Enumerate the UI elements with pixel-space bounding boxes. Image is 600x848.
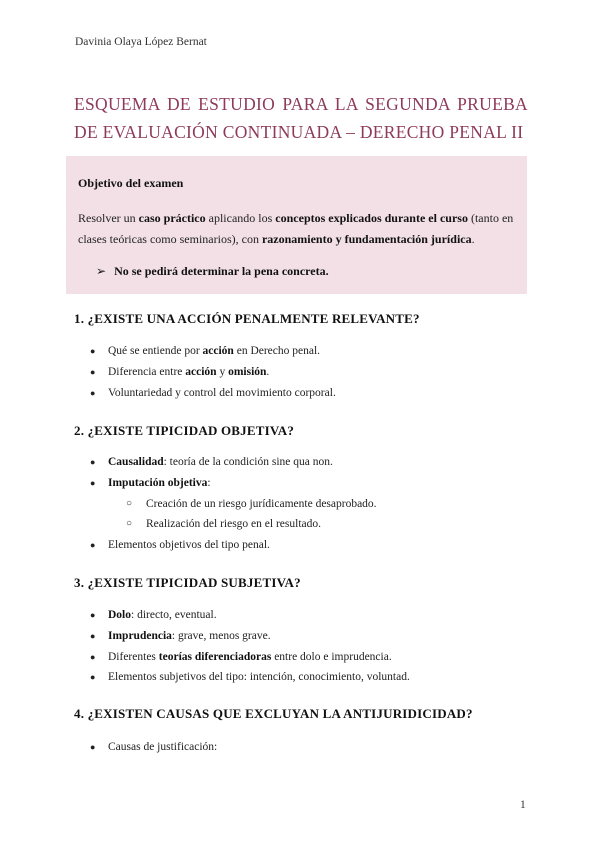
- item-text-bold: acción: [202, 345, 234, 357]
- item-text: : grave, menos grave.: [171, 629, 271, 642]
- item-text-bold: teorías diferenciadoras: [158, 650, 272, 663]
- item-text-bold: Dolo: [108, 609, 131, 621]
- item-text-bold: Causalidad: [108, 456, 164, 468]
- item-text: entre dolo e imprudencia.: [271, 650, 392, 663]
- objective-text: [78, 208, 524, 249]
- list-item: [74, 452, 377, 473]
- list-item: [74, 535, 377, 556]
- bullet-icon: ●: [90, 540, 96, 551]
- bullet-icon: ●: [90, 346, 96, 356]
- item-text: Creación de un riesgo jurídicamente desaprobado.: [146, 497, 377, 510]
- item-text-bold: acción: [185, 365, 217, 378]
- item-text: : directo, eventual.: [131, 609, 217, 621]
- bullet-icon: ●: [90, 477, 96, 488]
- section-list-4: [74, 737, 217, 758]
- note-text: No se pedirá determinar la pena concreta.: [114, 264, 329, 278]
- text-run: aplicando los: [205, 211, 276, 225]
- item-text: Diferentes: [108, 650, 159, 663]
- list-item: [74, 647, 410, 668]
- hollow-bullet-icon: ○: [126, 497, 133, 509]
- title-line-1: ESQUEMA DE ESTUDIO PARA LA SEGUNDA PRUEBA: [74, 94, 528, 114]
- bullet-icon: ●: [90, 742, 96, 752]
- section-list-1: [74, 341, 336, 403]
- item-text: Voluntariedad y control del movimiento corporal.: [108, 386, 336, 399]
- document-title: [74, 90, 528, 146]
- hollow-bullet-icon: ○: [126, 518, 133, 530]
- item-text: : teoría de la condición sine qua non.: [163, 456, 333, 468]
- item-text: Qué se entiende por: [108, 345, 203, 357]
- section-heading-2: 2. ¿EXISTE TIPICIDAD OBJETIVA?: [74, 423, 295, 438]
- list-item: [74, 605, 410, 626]
- text-run: .: [471, 231, 475, 246]
- list-item: [74, 737, 217, 758]
- section-list-3: [74, 605, 410, 688]
- text-run-bold: razonamiento y fundamentación jurídica: [261, 231, 472, 246]
- bullet-icon: ●: [90, 366, 96, 377]
- author-header: Davinia Olaya López Bernat: [75, 36, 207, 48]
- item-text: y: [216, 365, 229, 378]
- list-item: [74, 362, 336, 383]
- item-text-bold: Imprudencia: [108, 629, 172, 642]
- objective-heading: Objetivo del examen: [78, 176, 184, 190]
- item-text: Elementos subjetivos del tipo: intención, conocimiento, voluntad.: [108, 671, 410, 684]
- item-text: Causas de justificación:: [108, 741, 218, 753]
- sub-list-item: [74, 494, 377, 515]
- list-item: [74, 667, 410, 688]
- item-text-bold: omisión: [228, 365, 267, 378]
- list-item: [74, 473, 377, 494]
- page-number: 1: [520, 799, 526, 811]
- section-list-2: [74, 452, 377, 556]
- bullet-icon: ●: [90, 457, 96, 467]
- bullet-icon: ●: [90, 387, 96, 398]
- list-item: [74, 341, 336, 362]
- text-run-bold: conceptos explicados durante el curso: [275, 211, 468, 225]
- item-text: :: [207, 476, 211, 489]
- bullet-icon: ●: [90, 672, 96, 683]
- arrow-icon: ➢: [96, 264, 107, 278]
- text-run-bold: caso práctico: [138, 211, 206, 225]
- objective-note: [96, 264, 329, 279]
- bullet-icon: ●: [90, 651, 96, 662]
- item-text: Diferencia entre: [108, 365, 186, 378]
- section-heading-1: 1. ¿EXISTE UNA ACCIÓN PENALMENTE RELEVANTE?: [74, 311, 420, 326]
- section-heading-4: 4. ¿EXISTEN CAUSAS QUE EXCLUYAN LA ANTIJURIDICIDAD?: [74, 706, 473, 721]
- text-run: (tanto en clases teóricas como seminarios), con: [78, 211, 514, 246]
- item-text-bold: Imputación objetiva: [108, 476, 208, 489]
- item-text: Elementos objetivos del tipo penal.: [108, 539, 270, 552]
- bullet-icon: ●: [90, 610, 96, 620]
- item-text: Realización del riesgo en el resultado.: [146, 518, 321, 531]
- item-text: .: [266, 365, 270, 378]
- item-text: en Derecho penal.: [233, 345, 321, 357]
- title-line-2: DE EVALUACIÓN CONTINUADA – DERECHO PENAL II: [74, 122, 524, 142]
- sub-list-item: [74, 514, 377, 535]
- bullet-icon: ●: [90, 630, 96, 641]
- section-heading-3: 3. ¿EXISTE TIPICIDAD SUBJETIVA?: [74, 575, 301, 590]
- list-item: [74, 383, 336, 404]
- text-run: Resolver un: [78, 211, 139, 225]
- objective-box: [66, 156, 527, 294]
- list-item: [74, 626, 410, 647]
